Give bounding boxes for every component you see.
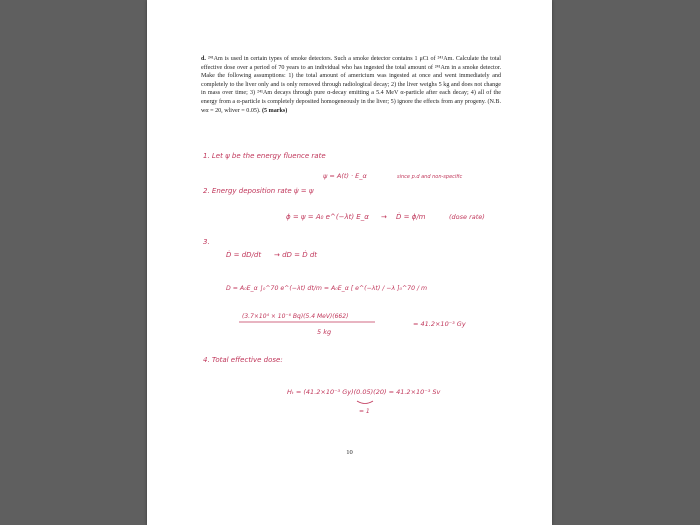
- step-4-heading: 4. Total effective dose:: [203, 356, 283, 364]
- step-1-note: since p.d and non-specific: [397, 174, 463, 180]
- step-3-eq4-numerator: (3.7×10⁴ × 10⁻⁶ Bq)(5.4 MeV)(662): [242, 313, 349, 320]
- step-2-result: Ḋ = ϕ/m: [396, 213, 426, 221]
- step-4-underbrace-value: = 1: [359, 408, 370, 415]
- step-2-note: (dose rate): [449, 213, 485, 221]
- step-4-equation: Hₜ = (41.2×10⁻³ Gy)(0.05)(20) = 41.2×10⁻³ Sv: [287, 388, 441, 396]
- page-number: 10: [346, 449, 353, 456]
- step-3-eq1: Ḋ = dD/dt: [226, 251, 262, 259]
- document-page: [147, 0, 552, 525]
- marks-label: (5 marks): [262, 107, 288, 114]
- step-3-eq3: D = A₀E_α ∫₀^70 e^(−λt) dt/m = A₀E_α [ e^(−λt) / −λ ]₀^70 / m: [226, 285, 428, 292]
- step-3-label: 3.: [203, 238, 210, 246]
- step-3-eq4-result: = 41.2×10⁻³ Gy: [413, 320, 466, 328]
- handwritten-solution: [147, 0, 552, 525]
- part-label: d.: [201, 56, 206, 62]
- step-1-heading: 1. Let ψ be the energy fluence rate: [203, 152, 326, 160]
- step-3-eq2: → dD = Ḋ dt: [274, 251, 318, 259]
- step-2-equation: ϕ = ψ = A₀ e^(−λt) E_α: [286, 213, 369, 221]
- problem-text: ²⁴¹Am is used in certain types of smoke detectors. Such a smoke detector contains 1 μCi of ²⁴¹Am. Calculate the total effective dose over a period of 70 years to an individual who has ingested the total amount of ²⁴¹Am in a smoke detector. Make the following assumptions: 1) the total amount of americium was ingested at once and went immediately and completely to the liver only and is only removed through radiological decay; 2) the liver weighs 5 kg and does not change in mass over time; 3) ²⁴¹Am decays through pure α-decay emitting a 5.4 MeV α-particle after each decay; 4) all of the energy from a α-particle is completely deposited homogeneously in the liver; 5) ignore the effects from any progeny. (N.B. wα = 20, wliver = 0.05).: [201, 56, 501, 114]
- step-2-arrow: →: [381, 213, 387, 221]
- step-2-heading: 2. Energy deposition rate ψ̇ = ψ: [203, 187, 314, 195]
- step-3-eq4-denominator: 5 kg: [317, 328, 332, 336]
- step-1-equation: ψ = A(t) · E_α: [323, 172, 367, 180]
- underbrace: [357, 401, 373, 404]
